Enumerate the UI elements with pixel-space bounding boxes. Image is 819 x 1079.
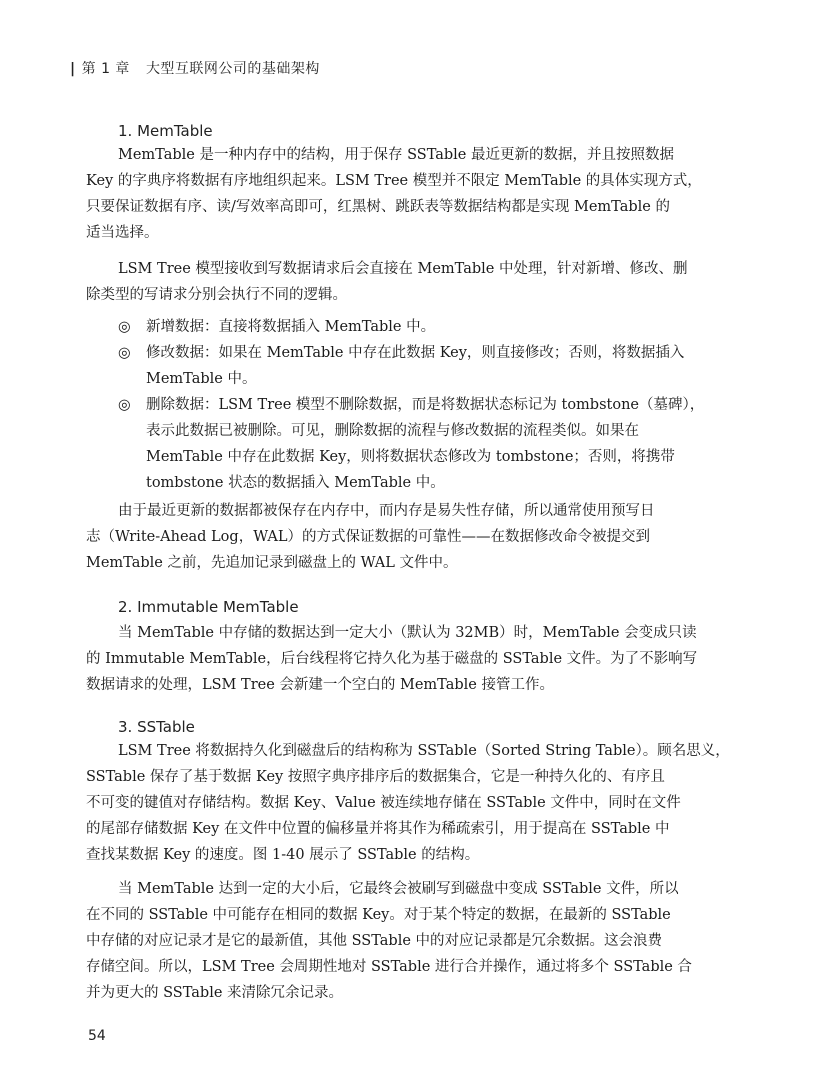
text-line: MemTable 是一种内存中的结构，用于保存 SSTable 最近更新的数据，并且按照数据 <box>118 147 674 163</box>
text-line: 适当选择。 <box>86 225 159 241</box>
text-line: Key 的字典序将数据有序地组织起来。LSM Tree 模型并不限定 MemTable 的具体实现方式， <box>86 173 702 189</box>
text-line: 只要保证数据有序、读/写效率高即可，红黑树、跳跃表等数据结构都是实现 MemTable 的 <box>86 199 670 215</box>
text-line: 当 MemTable 中存储的数据达到一定大小（默认为 32MB）时，MemTable 会变成只读 <box>118 625 697 641</box>
text-line: 除类型的写请求分别会执行不同的逻辑。 <box>86 287 347 303</box>
text-line: 不可变的键值对存储结构。数据 Key、Value 被连续地存储在 SSTable 文件中，同时在文件 <box>86 795 681 811</box>
paragraph <box>86 876 748 1006</box>
paragraph <box>86 620 748 698</box>
text-line: 新增数据：直接将数据插入 MemTable 中。 <box>146 319 436 335</box>
text-line: 由于最近更新的数据都被保存在内存中，而内存是易失性存储，所以通常使用预写日 <box>118 503 655 519</box>
text-line: 查找某数据 Key 的速度。图 1-40 展示了 SSTable 的结构。 <box>86 847 480 863</box>
text-line: tombstone 状态的数据插入 MemTable 中。 <box>146 475 445 491</box>
text-line: LSM Tree 模型接收到写数据请求后会直接在 MemTable 中处理，针对新增、修改、删 <box>118 261 688 277</box>
paragraph <box>86 142 748 246</box>
text-line: 删除数据：LSM Tree 模型不删除数据，而是将数据状态标记为 tombstone（墓碑）， <box>146 397 705 413</box>
chapter-number: 第 1 章 <box>81 61 130 77</box>
paragraph <box>86 738 748 868</box>
section-heading-immutable-memtable: 2. Immutable MemTable <box>118 598 299 616</box>
text-line: 数据请求的处理，LSM Tree 会新建一个空白的 MemTable 接管工作。 <box>86 677 554 693</box>
text-line: MemTable 之前，先追加记录到磁盘上的 WAL 文件中。 <box>86 555 458 571</box>
text-line: SSTable 保存了基于数据 Key 按照字典序排序后的数据集合，它是一种持久化的、有序且 <box>86 769 665 785</box>
section-heading-memtable: 1. MemTable <box>118 122 213 140</box>
bullet-icon: ◎ <box>118 319 131 335</box>
section-heading-sstable: 3. SSTable <box>118 718 195 736</box>
bullet-icon: ◎ <box>118 345 131 361</box>
running-header <box>70 58 320 78</box>
header-bar: | <box>70 61 76 77</box>
text-line: MemTable 中。 <box>146 371 257 387</box>
text-line: 存储空间。所以，LSM Tree 会周期性地对 SSTable 进行合并操作，通过将多个 SSTable 合 <box>86 959 692 975</box>
paragraph <box>86 256 748 308</box>
text-line: 中存储的对应记录才是它的最新值，其他 SSTable 中的对应记录都是冗余数据。这会浪费 <box>86 933 663 949</box>
list-item <box>118 392 748 496</box>
text-line: 志（Write-Ahead Log，WAL）的方式保证数据的可靠性——在数据修改命令被提交到 <box>86 529 650 545</box>
text-line: 并为更大的 SSTable 来清除冗余记录。 <box>86 985 344 1001</box>
text-line: LSM Tree 将数据持久化到磁盘后的结构称为 SSTable（Sorted String Table）。顾名思义， <box>118 743 730 759</box>
list-item <box>118 314 748 340</box>
text-line: 当 MemTable 达到一定的大小后，它最终会被刷写到磁盘中变成 SSTable 文件，所以 <box>118 881 679 897</box>
list-item <box>118 340 748 392</box>
text-line: 的尾部存储数据 Key 在文件中位置的偏移量并将其作为稀疏索引，用于提高在 SSTable 中 <box>86 821 670 837</box>
text-line: MemTable 中存在此数据 Key，则将数据状态修改为 tombstone；否则，将携带 <box>146 449 675 465</box>
text-line: 在不同的 SSTable 中可能存在相同的数据 Key。对于某个特定的数据，在最新的 SSTable <box>86 907 671 923</box>
page-number: 54 <box>88 1028 106 1044</box>
text-line: 修改数据：如果在 MemTable 中存在此数据 Key，则直接修改；否则，将数据插入 <box>146 345 685 361</box>
text-line: 的 Immutable MemTable，后台线程将它持久化为基于磁盘的 SSTable 文件。为了不影响写 <box>86 651 698 667</box>
bullet-icon: ◎ <box>118 397 131 413</box>
chapter-title: 大型互联网公司的基础架构 <box>145 61 320 77</box>
text-line: 表示此数据已被删除。可见，删除数据的流程与修改数据的流程类似。如果在 <box>146 423 639 439</box>
paragraph <box>86 498 748 576</box>
